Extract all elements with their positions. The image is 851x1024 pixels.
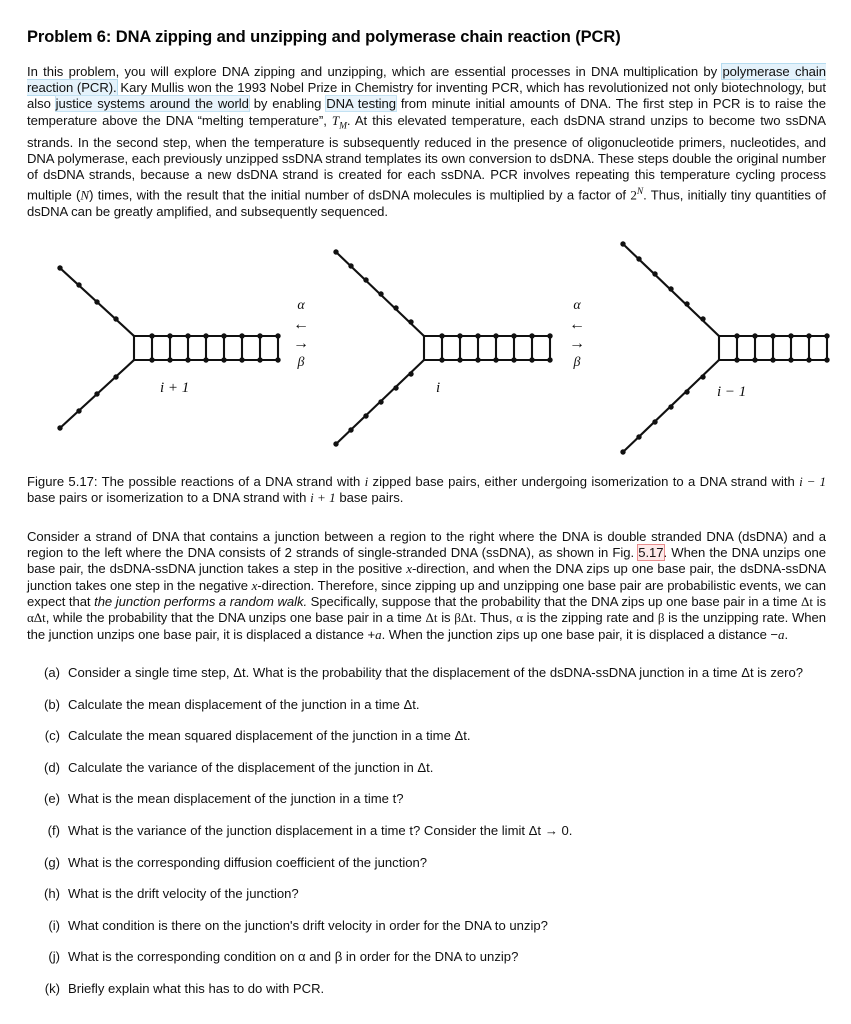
symbol-tm: T <box>331 112 340 128</box>
caption-seg-2: zipped base pairs, either undergoing isomerization to a DNA strand with <box>368 473 800 489</box>
question-text-f: What is the variance of the junction displacement in a time t? Consider the limit Δt → 0. <box>68 823 573 839</box>
symbol-two: 2 <box>630 187 637 203</box>
caption-seg-1: Figure 5.17: The possible reactions of a DNA strand with <box>27 473 365 489</box>
caption-seg-4: base pairs. <box>335 490 404 506</box>
symbol-delta-t-2: Δt <box>425 610 438 626</box>
question-text-k: Briefly explain what this has to do with PCR. <box>68 981 325 997</box>
question-item-j <box>24 949 829 966</box>
symbol-two-exponent: N <box>636 186 644 197</box>
question-text-h: What is the drift velocity of the junction? <box>68 886 299 902</box>
alpha-symbol-2: α <box>573 297 581 313</box>
question-label-j: (j) <box>48 949 60 965</box>
intro-seg-3: by enabling <box>248 96 327 112</box>
figure-panel-i-minus-1 <box>609 238 849 471</box>
symbol-tm-subscript: M <box>339 121 347 132</box>
symbol-delta-t-1: Δt <box>801 594 814 610</box>
setup-seg-6: is <box>813 594 826 610</box>
question-text-j: What is the corresponding condition on α and β in order for the DNA to unzip? <box>68 949 519 965</box>
setup-seg-7: , while the probability that the DNA unzips one base pair in a time <box>45 610 426 626</box>
question-label-g: (g) <box>43 854 60 870</box>
caption-symbol-i-1: i <box>364 473 369 489</box>
question-label-e: (e) <box>43 791 60 807</box>
intro-seg-5: . At this elevated temperature, each dsDNA strand unzips to become two ssDNA strands. In the second step, when the temperature is subsequently reduced in the presence of oligonucleotide primers, nucleotides, and DNA polymerase, each previously unzipped ssDNA strand templates its own conversion to dsDNA. These steps double the original number of dsDNA strands, because a new dsDNA strand is created for each ssDNA. PCR involves repeating this temperature cycling process multiple ( <box>27 112 826 203</box>
intro-paragraph <box>24 64 829 220</box>
figure-panel-i-plus-1 <box>36 238 326 471</box>
question-item-h <box>24 886 829 903</box>
question-item-c <box>24 728 829 745</box>
symbol-a-1: a <box>375 626 382 642</box>
question-item-k <box>24 981 829 998</box>
symbol-a-2: a <box>777 626 785 642</box>
arrow-right-icon-1: → <box>293 334 309 352</box>
highlight-justice-systems: justice systems around the world <box>55 96 249 112</box>
rate-annotation-left <box>286 296 316 372</box>
question-text-c: Calculate the mean squared displacement of the junction in a time Δt. <box>68 728 471 744</box>
question-item-g <box>24 855 829 872</box>
setup-seg-5: Specifically, suppose that the probability that the DNA zips up one base pair in a time <box>307 594 802 610</box>
symbol-beta: β <box>657 610 665 626</box>
alpha-symbol-1: α <box>297 297 305 313</box>
caption-symbol-i-minus-1: i − 1 <box>799 473 826 489</box>
beta-symbol-1: β <box>297 354 305 370</box>
nucleotide-nodes-i-minus-1 <box>620 241 829 454</box>
question-label-h: (h) <box>43 886 60 902</box>
symbol-n-cycles: N <box>80 187 90 203</box>
setup-seg-1: Consider a strand of DNA that contains a junction between a region to the right where the DNA is double stranded DNA (dsDNA) and a region to the left where the DNA consists of 2 strands of single-stranded DNA (ssDNA), as shown in Fig. <box>27 528 826 561</box>
question-label-i: (i) <box>48 917 60 933</box>
question-label-k: (k) <box>44 981 60 997</box>
setup-seg-12: . When the junction zips up one base pair, it is displaced a distance − <box>381 626 778 642</box>
dna-fork-diagram-i-minus-1 <box>609 238 849 466</box>
question-list <box>24 665 829 998</box>
emphasis-random-walk: the junction performs a random walk. <box>94 594 308 610</box>
question-item-a <box>24 665 829 682</box>
question-item-i <box>24 918 829 935</box>
setup-seg-3: -direction, and when the DNA zips up one base pair, the dsDNA-ssDNA junction takes one step in the negative <box>27 561 826 593</box>
symbol-x-2: x <box>251 577 258 593</box>
question-label-c: (c) <box>44 728 60 744</box>
question-text-e: What is the mean displacement of the junction in a time t? <box>68 791 404 807</box>
question-item-d <box>24 760 829 777</box>
page-title: Problem 6: DNA zipping and unzipping and polymerase chain reaction (PCR) <box>27 28 621 46</box>
symbol-beta-delta-t: βΔt <box>454 610 473 626</box>
arrow-left-icon-1: ← <box>293 315 309 333</box>
figure-caption <box>27 474 826 507</box>
highlight-figure-reference: 5.17 <box>638 545 664 561</box>
caption-seg-3: base pairs or isomerization to a DNA strand with <box>27 490 311 506</box>
symbol-x-1: x <box>406 561 412 577</box>
dna-fork-diagram-i-plus-1 <box>36 238 326 466</box>
panel-label-i: i <box>436 379 441 396</box>
setup-seg-11: is the unzipping rate. When the junction unzips one base pair, it is displaced a distance + <box>27 610 826 642</box>
panel-label-i-plus-1: i + 1 <box>160 379 190 396</box>
setup-seg-2: . When the DNA unzips one base pair, the dsDNA-ssDNA junction takes a step in the positive <box>27 545 826 577</box>
question-label-a: (a) <box>43 665 60 681</box>
beta-symbol-2: β <box>573 354 581 370</box>
intro-seg-2: Kary Mullis won the 1993 Nobel Prize in Chemistry for inventing PCR, which has revolutionized not only biotechnology, but also <box>27 80 826 112</box>
question-text-i: What condition is there on the junction's drift velocity in order for the DNA to unzip? <box>68 917 548 933</box>
arrow-left-icon-2: ← <box>569 315 585 333</box>
question-label-b: (b) <box>43 696 60 712</box>
question-item-b <box>24 697 829 714</box>
symbol-alpha-delta-t: αΔt <box>27 610 46 626</box>
question-item-f <box>24 823 829 840</box>
question-item-e <box>24 791 829 808</box>
question-text-b: Calculate the mean displacement of the junction in a time Δt. <box>68 696 420 712</box>
setup-seg-10: is the zipping rate and <box>522 610 658 626</box>
question-text-d: Calculate the variance of the displacement of the junction in Δt. <box>68 759 434 775</box>
intro-seg-4: from minute initial amounts of DNA. The first step in PCR is to raise the temperature above the DNA “melting temperature”, <box>27 96 826 128</box>
setup-paragraph <box>24 529 829 643</box>
highlight-polymerase-chain-reaction: polymerase chain reaction (PCR). <box>27 63 826 96</box>
arrow-right-icon-2: → <box>569 334 585 352</box>
symbol-alpha: α <box>516 610 523 626</box>
figure-panel-i <box>324 238 614 471</box>
question-text-a: Consider a single time step, Δt. What is the probability that the displacement of the dsDNA-ssDNA junction in a time Δt is zero? <box>68 665 804 681</box>
figure-5-17 <box>24 238 829 466</box>
rate-annotation-right <box>562 296 592 372</box>
setup-seg-4: -direction. Therefore, since zipping up and unzipping one base pair are probabilistic events, we can expect that <box>27 577 826 610</box>
question-text-g: What is the corresponding diffusion coefficient of the junction? <box>68 854 428 870</box>
intro-seg-6: ) times, with the result that the initial number of dsDNA molecules is multiplied by a factor of <box>89 187 631 203</box>
intro-seg-7: . Thus, initially tiny quantities of dsDNA can be greatly amplified, and subsequently sequenced. <box>27 187 827 219</box>
setup-seg-13: . <box>784 626 789 642</box>
highlight-dna-testing: DNA testing <box>326 96 397 112</box>
setup-seg-8: is <box>437 610 455 626</box>
intro-seg-1: In this problem, you will explore DNA zipping and unzipping, which are essential processes in DNA multiplication by <box>27 63 723 79</box>
question-label-f: (f) <box>47 823 60 839</box>
setup-seg-9: . Thus, <box>472 610 517 626</box>
question-label-d: (d) <box>43 759 60 775</box>
panel-label-i-minus-1: i − 1 <box>717 383 747 400</box>
caption-symbol-i-plus-1: i + 1 <box>310 490 336 506</box>
